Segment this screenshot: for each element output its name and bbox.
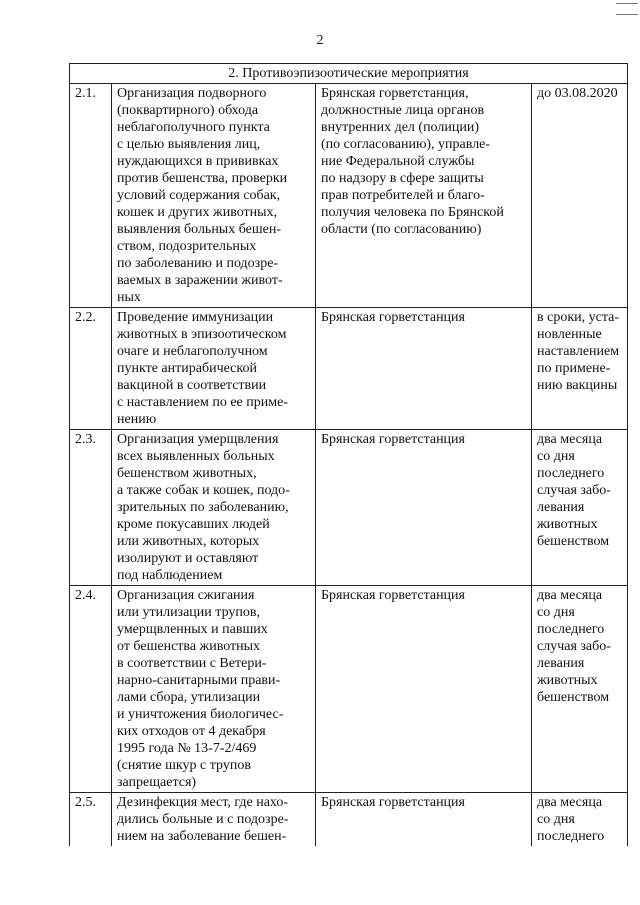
measure-line: условий содержания собак,	[117, 188, 281, 203]
measure-line: Организация умерщвления	[117, 432, 279, 447]
measure-cell	[112, 84, 316, 308]
deadline-cell	[532, 84, 628, 308]
measure-line: а также собак и кошек, подо-	[117, 483, 290, 498]
deadline-cell	[532, 793, 628, 847]
measure-line: кошек и других животных,	[117, 205, 278, 220]
executor-cell	[316, 84, 532, 308]
deadline-line: последнего	[537, 829, 605, 844]
deadline-line: в сроки, уста-	[537, 310, 619, 325]
row-number: 2.5.	[70, 793, 112, 847]
measure-cell	[112, 586, 316, 793]
measure-line: против бешенства, проверки	[117, 171, 288, 186]
deadline-line: бешенством	[537, 534, 610, 549]
deadline-line: случая забо-	[537, 483, 611, 498]
deadline-line: случая забо-	[537, 639, 611, 654]
measure-line: дились больные и с подозре-	[117, 812, 289, 827]
row-number: 2.2.	[70, 308, 112, 430]
measure-line: (поквартирного) обхода	[117, 103, 259, 118]
executor-line: прав потребителей и благо-	[321, 188, 485, 203]
measure-cell	[112, 308, 316, 430]
measure-line: с целью выявления лиц,	[117, 137, 261, 152]
deadline-line: два месяца	[537, 588, 603, 603]
measure-line: (снятие шкур с трупов	[117, 758, 251, 773]
measure-line: нарно-санитарными прави-	[117, 673, 281, 688]
measure-line: кроме покусавших людей	[117, 517, 270, 532]
measure-cell	[112, 430, 316, 586]
executor-line: должностные лица органов	[321, 103, 485, 118]
page-number: 2	[316, 33, 324, 48]
measure-cell	[112, 793, 316, 847]
corner-mark	[616, 3, 638, 15]
deadline-line: два месяца	[537, 432, 603, 447]
measure-line: Организация подворного	[117, 86, 267, 101]
deadline-line: со дня	[537, 812, 575, 827]
measure-line: неблагополучного пункта	[117, 120, 270, 135]
executor-line: ние Федеральной службы	[321, 154, 475, 169]
measure-line: выявления больных бешен-	[117, 222, 282, 237]
executor-cell	[316, 430, 532, 586]
executor-cell	[316, 586, 532, 793]
deadline-line: два месяца	[537, 795, 603, 810]
deadline-line: последнего	[537, 622, 605, 637]
measures-table	[69, 63, 628, 846]
measure-line: от бешенства животных	[117, 639, 261, 654]
deadline-line: до 03.08.2020	[537, 86, 618, 101]
deadline-line: наставлением	[537, 344, 620, 359]
executor-line: (по согласованию), управле-	[321, 137, 491, 152]
measure-line: 1995 года № 13-7-2/469	[117, 741, 257, 756]
executor-line: Брянская горветстанция,	[321, 86, 469, 101]
measure-line: ных	[117, 290, 141, 305]
measure-line: Дезинфекция мест, где нахо-	[117, 795, 289, 810]
measure-line: ких отходов от 4 декабря	[117, 724, 266, 739]
measure-line: ваемых в заражении живот-	[117, 273, 283, 288]
executor-cell	[316, 308, 532, 430]
section-title: 2. Противоэпизоотические мероприятия	[70, 64, 628, 84]
table-row	[70, 84, 628, 308]
executor-line: внутренних дел (полиции)	[321, 120, 479, 135]
table-row	[70, 586, 628, 793]
measure-line: зрительных по заболеванию,	[117, 500, 289, 515]
measure-line: нуждающихся в прививках	[117, 154, 279, 169]
table-row	[70, 308, 628, 430]
measure-line: пункте антирабической	[117, 361, 257, 376]
deadline-cell	[532, 430, 628, 586]
executor-line: Брянская горветстанция	[321, 310, 465, 325]
deadline-line: левания	[537, 656, 585, 671]
deadline-line: последнего	[537, 466, 605, 481]
executor-line: Брянская горветстанция	[321, 795, 465, 810]
measure-line: вакциной в соответствии	[117, 378, 267, 393]
deadline-line: животных	[537, 673, 598, 688]
measure-line: изолируют и оставляют	[117, 551, 259, 566]
measure-line: запрещается)	[117, 775, 197, 790]
deadline-line: левания	[537, 500, 585, 515]
row-number: 2.4.	[70, 586, 112, 793]
measure-line: животных в эпизоотическом	[117, 327, 287, 342]
deadline-cell	[532, 586, 628, 793]
measure-line: умерщвленных и павших	[117, 622, 268, 637]
executor-line: получия человека по Брянской	[321, 205, 504, 220]
executor-line: по надзору в сфере защиты	[321, 171, 484, 186]
measure-line: всех выявленных больных	[117, 449, 275, 464]
deadline-line: животных	[537, 517, 598, 532]
deadline-line: со дня	[537, 449, 575, 464]
deadline-line: новленные	[537, 327, 602, 342]
section-header-row	[70, 64, 628, 84]
measure-line: бешенством животных,	[117, 466, 257, 481]
measure-line: с наставлением по ее приме-	[117, 395, 288, 410]
row-number: 2.1.	[70, 84, 112, 308]
measure-line: нием на заболевание бешен-	[117, 829, 287, 844]
measure-line: очаге и неблагополучном	[117, 344, 268, 359]
deadline-line: со дня	[537, 605, 575, 620]
measure-line: ством, подозрительных	[117, 239, 257, 254]
measure-line: и уничтожения биологичес-	[117, 707, 284, 722]
measure-line: нению	[117, 412, 157, 427]
executor-line: Брянская горветстанция	[321, 588, 465, 603]
table-row	[70, 793, 628, 847]
deadline-line: бешенством	[537, 690, 610, 705]
executor-cell	[316, 793, 532, 847]
measure-line: лами сбора, утилизации	[117, 690, 261, 705]
measure-line: под наблюдением	[117, 568, 223, 583]
measure-line: Проведение иммунизации	[117, 310, 274, 325]
deadline-line: по примене-	[537, 361, 611, 376]
measure-line: или утилизации трупов,	[117, 605, 260, 620]
deadline-line: нию вакцины	[537, 378, 618, 393]
measure-line: Организация сжигания	[117, 588, 255, 603]
executor-line: Брянская горветстанция	[321, 432, 465, 447]
table-row	[70, 430, 628, 586]
row-number: 2.3.	[70, 430, 112, 586]
measure-line: в соответствии с Ветери-	[117, 656, 267, 671]
deadline-cell	[532, 308, 628, 430]
measure-line: или животных, которых	[117, 534, 260, 549]
measure-line: по заболеванию и подозре-	[117, 256, 279, 271]
executor-line: области (по согласованию)	[321, 222, 482, 237]
